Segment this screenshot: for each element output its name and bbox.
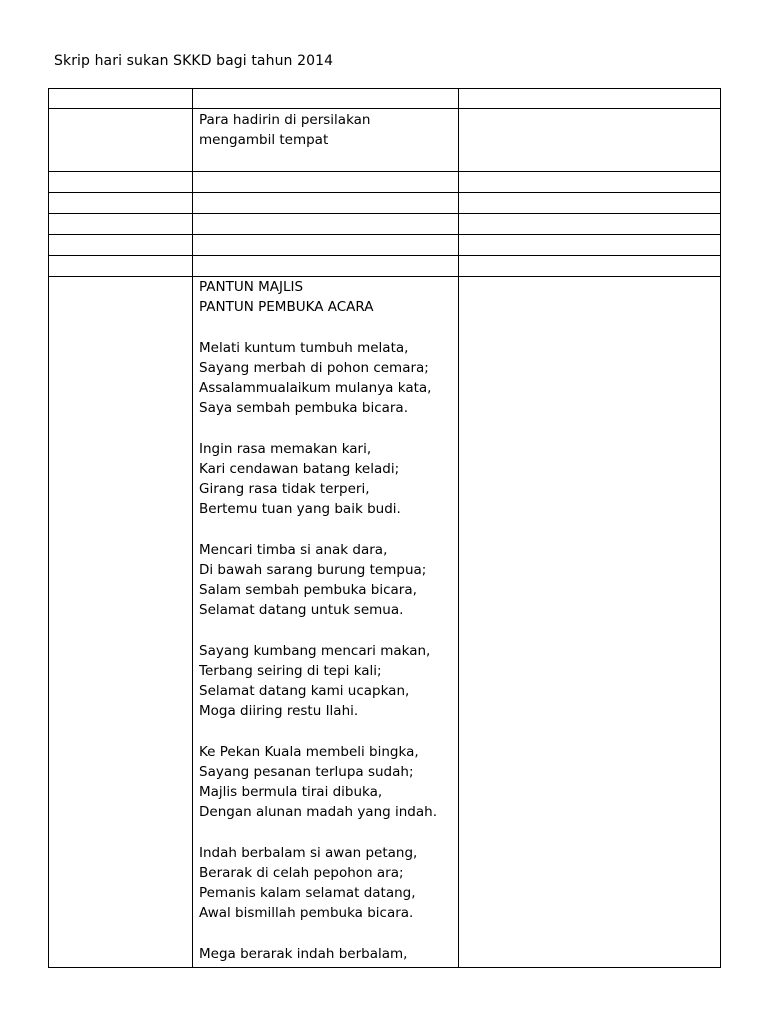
pantun-line: Selamat datang kami ucapkan, [199, 683, 410, 699]
table-row [49, 256, 721, 277]
pantun-line: Melati kuntum tumbuh melata, [199, 339, 409, 356]
table-cell [49, 235, 193, 256]
pantun-line: Sayang pesanan terlupa sudah; [199, 763, 414, 780]
pantun-line: Selamat datang untuk semua. [199, 602, 404, 619]
table-row [49, 109, 721, 172]
table-cell [49, 214, 193, 235]
table-cell [459, 193, 721, 214]
pantun-line: Mega berarak indah berbalam, [199, 945, 408, 962]
pantun-line: Ingin rasa memakan kari, [199, 440, 372, 457]
pantun-heading: PANTUN PEMBUKA ACARA [199, 299, 374, 316]
pantun-line: Bertemu tuan yang baik budi. [199, 501, 401, 518]
pantun-heading: PANTUN MAJLIS [199, 279, 304, 295]
table-cell [459, 172, 721, 193]
table-cell [193, 235, 459, 256]
text-line: mengambil tempat [199, 132, 329, 149]
pantun-content [199, 277, 452, 967]
pantun-line: Terbang seiring di tepi kali; [199, 662, 382, 679]
table-cell [459, 214, 721, 235]
table-cell [459, 109, 721, 172]
table-cell [193, 256, 459, 277]
script-table [48, 88, 721, 968]
table-cell [49, 172, 193, 193]
pantun-cell [193, 277, 459, 968]
table-row [49, 89, 721, 109]
table-row [49, 277, 721, 968]
table-row [49, 235, 721, 256]
table-cell [49, 109, 193, 172]
pantun-line: Di bawah sarang burung tempua; [199, 561, 427, 578]
table-row [49, 193, 721, 214]
pantun-line: Mencari timba si anak dara, [199, 541, 388, 558]
pantun-line: Ke Pekan Kuala membeli bingka, [199, 743, 419, 760]
table-cell [49, 89, 193, 109]
table-row [49, 214, 721, 235]
pantun-line: Girang rasa tidak terperi, [199, 481, 370, 497]
pantun-line: Dengan alunan madah yang indah. [199, 804, 437, 821]
pantun-line: Salam sembah pembuka bicara, [199, 582, 417, 598]
document-title: Skrip hari sukan SKKD bagi tahun 2014 [54, 53, 334, 69]
table-cell [49, 277, 193, 968]
pantun-line: Kari cendawan batang keladi; [199, 460, 400, 477]
pantun-line: Indah berbalam si awan petang, [199, 844, 418, 861]
text-line: Para hadirin di persilakan [199, 112, 371, 128]
pantun-line: Majlis bermula tirai dibuka, [199, 784, 383, 800]
pantun-line: Awal bismillah pembuka bicara. [199, 905, 414, 922]
intro-text-cell [193, 109, 459, 172]
table-cell [49, 193, 193, 214]
table-row [49, 172, 721, 193]
table-cell [459, 235, 721, 256]
table-cell [193, 172, 459, 193]
pantun-line: Moga diiring restu Ilahi. [199, 703, 359, 720]
table-cell [193, 89, 459, 109]
table-cell [49, 256, 193, 277]
table-cell [459, 256, 721, 277]
pantun-line: Saya sembah pembuka bicara. [199, 400, 408, 417]
table-cell [193, 214, 459, 235]
table-cell [459, 277, 721, 968]
pantun-line: Assalammualaikum mulanya kata, [199, 380, 432, 396]
pantun-line: Berarak di celah pepohon ara; [199, 864, 404, 881]
pantun-line: Sayang merbah di pohon cemara; [199, 359, 429, 376]
table-cell [193, 193, 459, 214]
table-cell [459, 89, 721, 109]
pantun-line: Sayang kumbang mencari makan, [199, 642, 431, 659]
pantun-line: Pemanis kalam selamat datang, [199, 885, 416, 901]
